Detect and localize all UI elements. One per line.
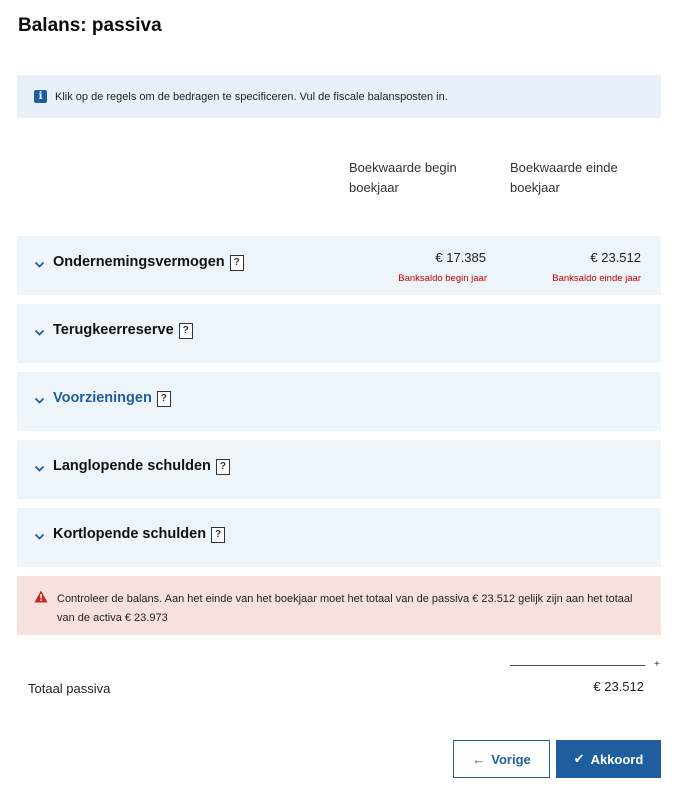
previous-button-label: Vorige xyxy=(491,751,531,767)
section-label-text[interactable]: Langlopende schulden xyxy=(53,458,211,474)
chevron-down-icon[interactable] xyxy=(34,259,45,270)
section-label-text[interactable]: Kortlopende schulden xyxy=(53,526,207,542)
arrow-left-icon: ← xyxy=(472,751,486,767)
chevron-down-icon[interactable] xyxy=(34,395,45,406)
warning-banner xyxy=(17,576,661,635)
page-title: Balans: passiva xyxy=(18,15,162,36)
checkmark-icon: ✔ xyxy=(573,751,585,766)
help-icon[interactable]: ? xyxy=(179,323,193,339)
section-label[interactable] xyxy=(53,526,225,543)
section-voorzieningen[interactable] xyxy=(17,372,661,431)
info-text: Klik op de regels om de bedragen te specificeren. Vul de fiscale balansposten in. xyxy=(55,90,448,103)
section-label-text[interactable]: Voorzieningen xyxy=(53,390,152,406)
warning-icon xyxy=(34,590,48,603)
help-icon[interactable]: ? xyxy=(157,391,171,407)
chevron-down-icon[interactable] xyxy=(34,327,45,338)
column-header-begin: Boekwaarde begin boekjaar xyxy=(349,160,457,195)
section-label-text[interactable]: Ondernemingsvermogen xyxy=(53,254,225,270)
section-label[interactable] xyxy=(53,458,230,475)
section-label[interactable] xyxy=(53,322,193,339)
info-banner xyxy=(17,75,661,118)
column-header-end: Boekwaarde einde boekjaar xyxy=(510,160,618,195)
amount-begin: € 17.385 xyxy=(435,250,486,265)
help-icon[interactable]: ? xyxy=(230,255,244,271)
previous-button[interactable] xyxy=(453,740,550,778)
section-terugkeerreserve[interactable] xyxy=(17,304,661,363)
section-kortlopende-schulden[interactable] xyxy=(17,508,661,567)
sum-plus: + xyxy=(654,659,660,670)
help-icon[interactable]: ? xyxy=(211,527,225,543)
total-value: € 23.512 xyxy=(593,679,644,694)
accept-button-label: Akkoord xyxy=(590,751,644,767)
section-langlopende-schulden[interactable] xyxy=(17,440,661,499)
amount-end: € 23.512 xyxy=(590,250,641,265)
help-icon[interactable]: ? xyxy=(216,459,230,475)
section-label-text[interactable]: Terugkeerreserve xyxy=(53,322,174,338)
warning-text: Controleer de balans. Aan het einde van het boekjaar moet het totaal van de passiva € 23.512 gelijk zijn aan het totaal van de activa € 23.973 xyxy=(57,593,633,624)
section-ondernemingsvermogen[interactable] xyxy=(17,236,661,295)
note-end: Banksaldo einde jaar xyxy=(552,273,641,284)
section-label[interactable] xyxy=(53,390,171,407)
section-label[interactable] xyxy=(53,254,244,271)
accept-button[interactable] xyxy=(556,740,661,778)
total-label: Totaal passiva xyxy=(28,681,111,696)
chevron-down-icon[interactable] xyxy=(34,531,45,542)
note-begin: Banksaldo begin jaar xyxy=(398,273,487,284)
sum-line xyxy=(510,665,645,666)
info-icon: i xyxy=(34,90,47,103)
chevron-down-icon[interactable] xyxy=(34,463,45,474)
